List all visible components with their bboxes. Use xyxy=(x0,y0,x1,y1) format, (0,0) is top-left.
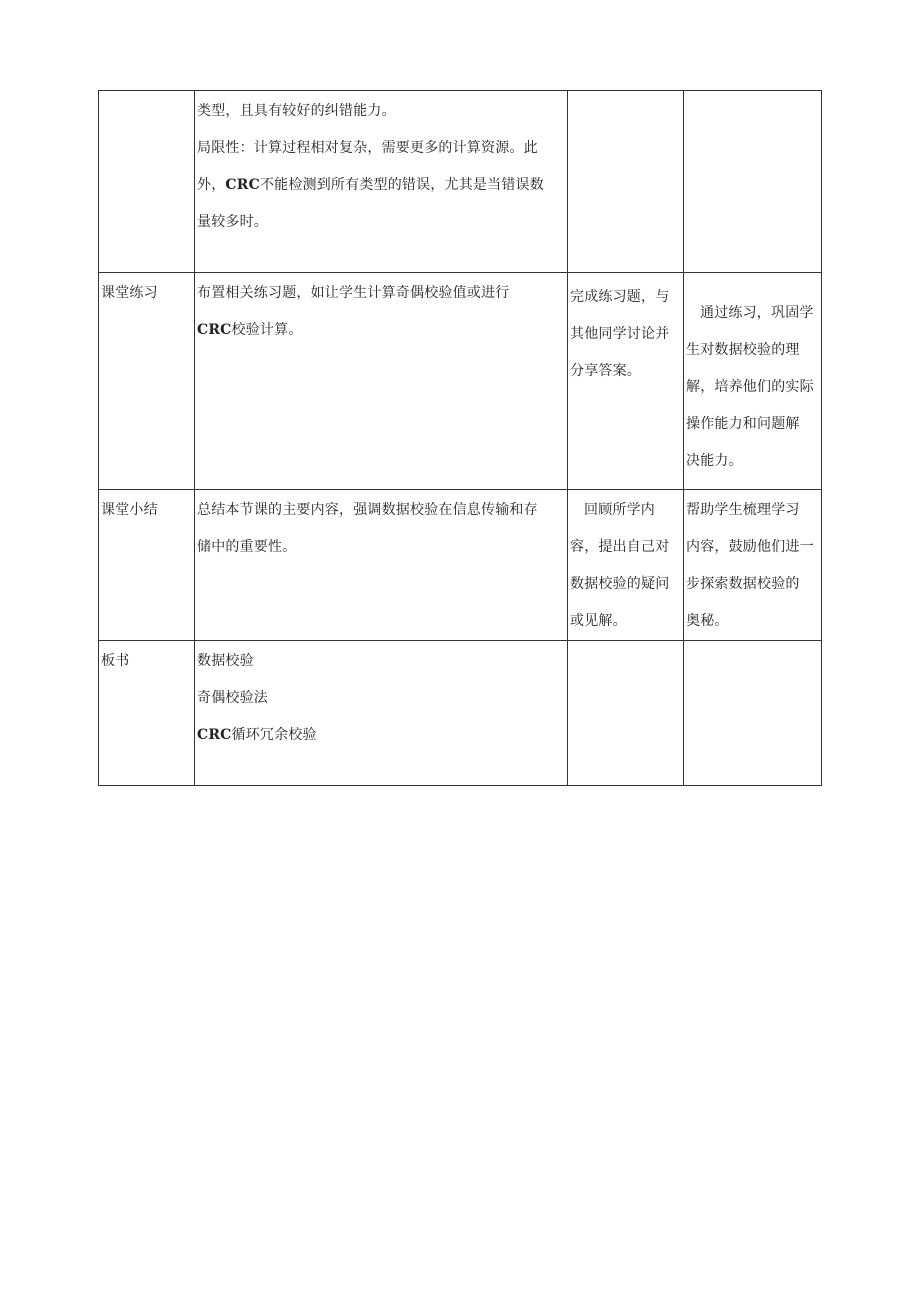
text-line: 类型，且具有较好的纠错能力。 xyxy=(197,103,396,119)
design-purpose-cell xyxy=(684,490,822,641)
text-line: 步探索数据校验的 xyxy=(686,576,800,592)
text-line: 分享答案。 xyxy=(570,363,641,379)
table-row xyxy=(99,641,822,786)
text-line: 布置相关练习题，如让学生计算奇偶校验值或进行 xyxy=(197,285,510,301)
text-fragment: 循环冗余校验 xyxy=(231,727,317,743)
table-row xyxy=(99,91,822,273)
text-line: 帮助学生梳理学习 xyxy=(686,502,800,518)
text-line: 或见解。 xyxy=(570,613,627,629)
lesson-plan-table xyxy=(98,90,822,786)
teacher-activity-cell xyxy=(195,91,568,273)
text-line: 容，提出自己对 xyxy=(570,539,670,555)
text-line: 奇偶校验法 xyxy=(197,690,268,706)
text-line: 总结本节课的主要内容，强调数据校验在信息传输和存 xyxy=(197,502,538,518)
stage-cell xyxy=(99,641,195,786)
text-line: 奥秘。 xyxy=(686,613,729,629)
text-line: 操作能力和问题解 xyxy=(686,416,800,432)
text-line: 其他同学讨论并 xyxy=(570,326,670,342)
text-line: 决能力。 xyxy=(686,453,743,469)
stage-cell xyxy=(99,490,195,641)
student-activity-cell xyxy=(568,273,684,490)
text-line: 内容，鼓励他们进一 xyxy=(686,539,814,555)
text-fragment: 不能检测到所有类型的错误，尤其是当错误数 xyxy=(259,177,544,193)
text-line: 回顾所学内 xyxy=(584,502,655,518)
text-line xyxy=(197,167,565,204)
teacher-activity-cell xyxy=(195,273,568,490)
text-fragment: 校验计算。 xyxy=(231,322,303,338)
text-fragment: 外， xyxy=(197,177,226,193)
design-purpose-cell xyxy=(684,273,822,490)
stage-label: 课堂练习 xyxy=(101,285,158,301)
text-line xyxy=(197,717,565,754)
design-purpose-cell xyxy=(684,91,822,273)
stage-cell xyxy=(99,273,195,490)
table-row xyxy=(99,490,822,641)
stage-label: 课堂小结 xyxy=(101,502,158,518)
text-line: 完成练习题，与 xyxy=(570,289,670,305)
table-row xyxy=(99,273,822,490)
text-line: 局限性：计算过程相对复杂，需要更多的计算资源。此 xyxy=(197,140,538,156)
crc-term: CRC xyxy=(197,727,232,743)
student-activity-cell xyxy=(568,91,684,273)
text-line: 储中的重要性。 xyxy=(197,539,297,555)
stage-label: 板书 xyxy=(101,653,130,669)
text-line: 通过练习，巩固学 xyxy=(700,305,814,321)
text-line: 生对数据校验的理 xyxy=(686,342,800,358)
text-line: 解，培养他们的实际 xyxy=(686,379,814,395)
student-activity-cell xyxy=(568,490,684,641)
crc-term: CRC xyxy=(197,322,232,338)
crc-term: CRC xyxy=(225,177,260,193)
text-line: 量较多时。 xyxy=(197,214,268,230)
text-line: 数据校验的疑问 xyxy=(570,576,670,592)
text-line: 数据校验 xyxy=(197,653,254,669)
design-purpose-cell xyxy=(684,641,822,786)
teacher-activity-cell xyxy=(195,490,568,641)
student-activity-cell xyxy=(568,641,684,786)
teacher-activity-cell xyxy=(195,641,568,786)
stage-cell xyxy=(99,91,195,273)
text-line xyxy=(197,312,565,349)
